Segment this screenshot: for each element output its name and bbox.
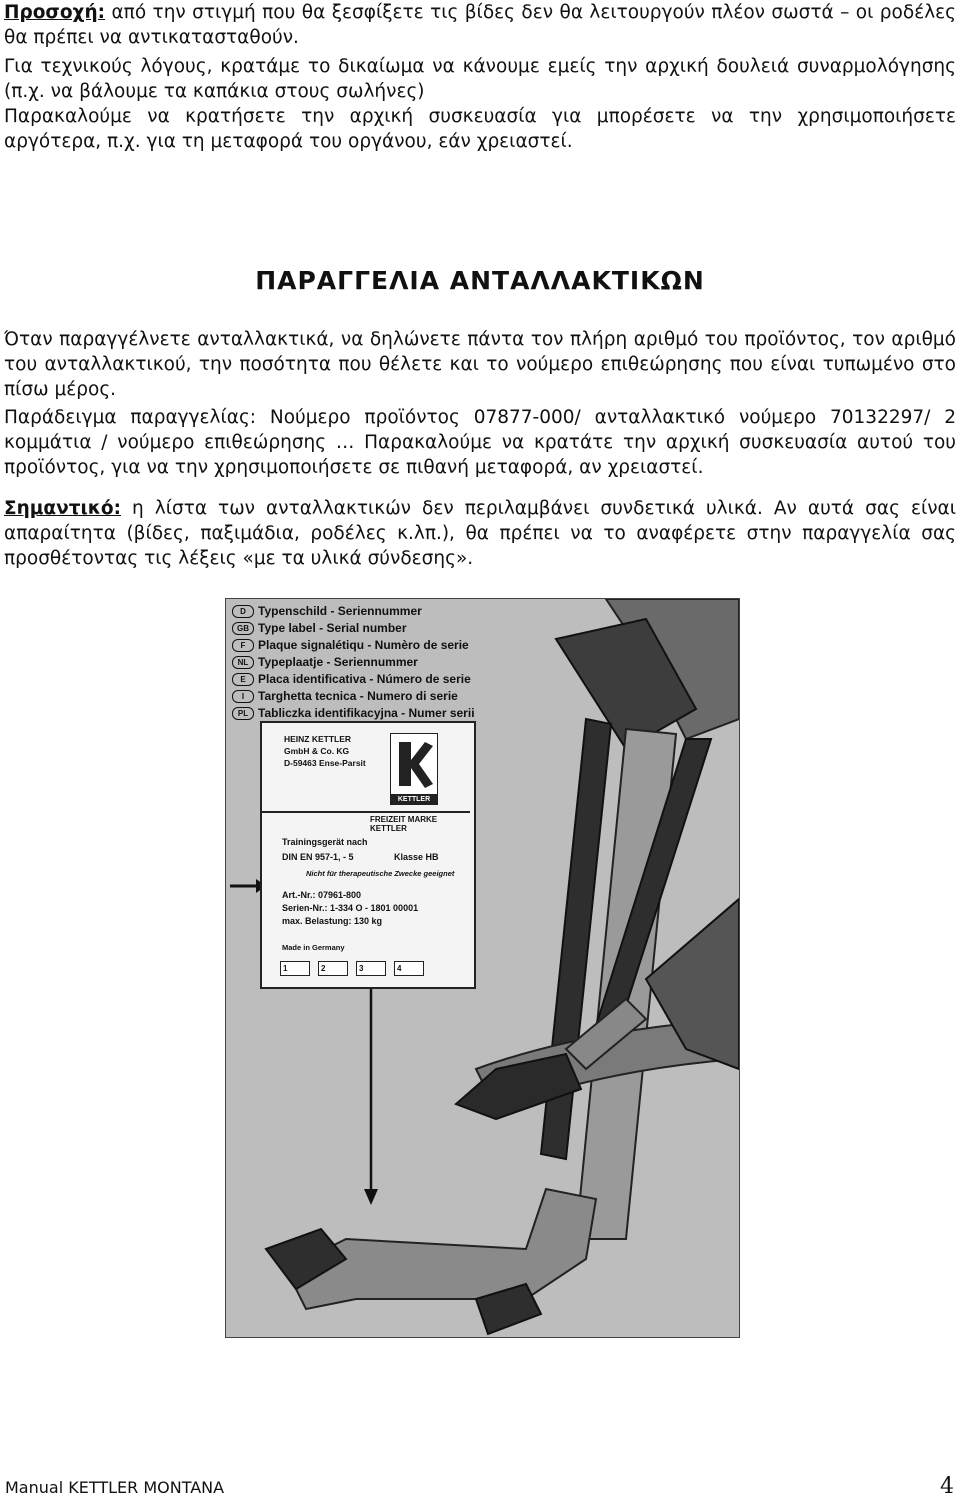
language-label-text: Targhetta tecnica - Numero di serie: [258, 689, 458, 703]
training-text: Trainingsgerät nach: [282, 837, 368, 847]
packaging-paragraph: Παρακαλούμε να κρατήσετε την αρχική συσκευασία για μπορέσετε να την χρησιμοποιήσετε αργότερα, π.χ. για τη μεταφορά του οργάνου, εάν χρειαστεί.: [4, 106, 956, 152]
type-label-plate: [260, 721, 476, 989]
inspection-boxes: [280, 961, 432, 976]
serial-label-figure: [225, 598, 740, 1338]
technical-paragraph: Για τεχνικούς λόγους, κρατάμε το δικαίωμα να κάνουμε εμείς την αρχική δουλειά συναρμολόγησης (π.χ. να βάλουμε τα καπάκια στους σωλήνες): [4, 56, 956, 102]
language-code-badge: D: [232, 605, 254, 618]
order-paragraph-2: Παράδειγμα παραγγελίας: Νούμερο προϊόντος 07877-000/ ανταλλακτικό νούμερο 70132297/ 2 κομμάτια / νούμερο επιθεώρησης … Παρακαλούμε να κρατάτε την αρχική συσκευασία αυτού του προϊόντος, για να την χρησιμοποιήσετε σε πιθανή μεταφορά, αν χρειαστεί.: [4, 407, 956, 478]
important-text: η λίστα των ανταλλακτικών δεν περιλαμβάνει συνδετικά υλικά. Αν αυτά σας είναι απαραίτητα (βίδες, παξιμάδια, ροδέλες κ.λπ.), θα πρέπει να το αναφέρετε στην παραγγελία σας προσθέτοντας τις λέξεις «με τα υλικά σύνδεσης».: [4, 498, 956, 569]
language-code-badge: NL: [232, 656, 254, 669]
attention-paragraph: [4, 0, 956, 50]
din-standard: DIN EN 957-1, - 5: [282, 852, 354, 862]
language-label-list: [232, 603, 475, 722]
language-code-badge: I: [232, 690, 254, 703]
plate-numbers: [282, 889, 418, 928]
language-code-badge: GB: [232, 622, 254, 635]
class-text: Klasse HB: [394, 852, 439, 862]
logo-wordmark: KETTLER: [390, 795, 438, 805]
therapy-note: Nicht für therapeutische Zwecke geeignet: [306, 869, 455, 878]
important-label: Σημαντικό:: [4, 498, 121, 519]
language-label-row: [232, 603, 475, 620]
plate-divider: [262, 811, 470, 813]
max-load: max. Belastung: 130 kg: [282, 916, 383, 926]
page-number: 4: [940, 1474, 954, 1499]
language-label-text: Tabliczka identifikacyjna - Numer serii: [258, 706, 475, 720]
attention-label: Προσοχή:: [4, 2, 106, 23]
language-code-badge: PL: [232, 707, 254, 720]
inspection-box: 4: [394, 961, 424, 976]
language-label-row: [232, 654, 475, 671]
language-code-badge: E: [232, 673, 254, 686]
language-label-row: [232, 705, 475, 722]
address-line: D-59463 Ense-Parsit: [284, 758, 366, 768]
attention-text: από την στιγμή που θα ξεσφίξετε τις βίδες δεν θα λειτουργούν πλέον σωστά – οι ροδέλες θα πρέπει να αντικατασταθούν.: [4, 2, 956, 48]
language-label-text: Typeplaatje - Seriennummer: [258, 655, 418, 669]
section-heading: ΠΑΡΑΓΓΕΛΙΑ ΑΝΤΑΛΛΑΚΤΙΚΩΝ: [255, 266, 705, 295]
language-label-text: Plaque signalétiqu - Numèro de serie: [258, 638, 469, 652]
kettler-logo: [390, 733, 438, 795]
language-label-row: [232, 637, 475, 654]
important-paragraph: [4, 496, 956, 571]
made-in: Made in Germany: [282, 943, 345, 952]
inspection-box: 1: [280, 961, 310, 976]
language-label-row: [232, 620, 475, 637]
serial-number: Serien-Nr.: 1-334 O - 1801 00001: [282, 903, 419, 913]
article-number: Art.-Nr.: 07961-800: [282, 890, 362, 900]
language-code-badge: F: [232, 639, 254, 652]
language-label-text: Placa identificativa - Número de serie: [258, 672, 471, 686]
language-label-row: [232, 671, 475, 688]
address-line: GmbH & Co. KG: [284, 746, 350, 756]
address-line: HEINZ KETTLER: [284, 734, 352, 744]
manufacturer-address: [284, 733, 366, 769]
inspection-box: 3: [356, 961, 386, 976]
order-paragraph-1: Όταν παραγγέλνετε ανταλλακτικά, να δηλώνετε πάντα τον πλήρη αριθμό του προϊόντος, τον αριθμό του ανταλλακτικού, την ποσότητα που θέλετε και το νούμερο επιθεώρησης που είναι τυπωμένο στο πίσω μέρος.: [4, 329, 956, 400]
inspection-box: 2: [318, 961, 348, 976]
brand-name: FREIZEIT MARKE KETTLER: [370, 815, 438, 833]
manual-title: Manual KETTLER MONTANA: [5, 1478, 225, 1497]
language-label-row: [232, 688, 475, 705]
language-label-text: Typenschild - Seriennummer: [258, 604, 422, 618]
language-label-text: Type label - Serial number: [258, 621, 407, 635]
